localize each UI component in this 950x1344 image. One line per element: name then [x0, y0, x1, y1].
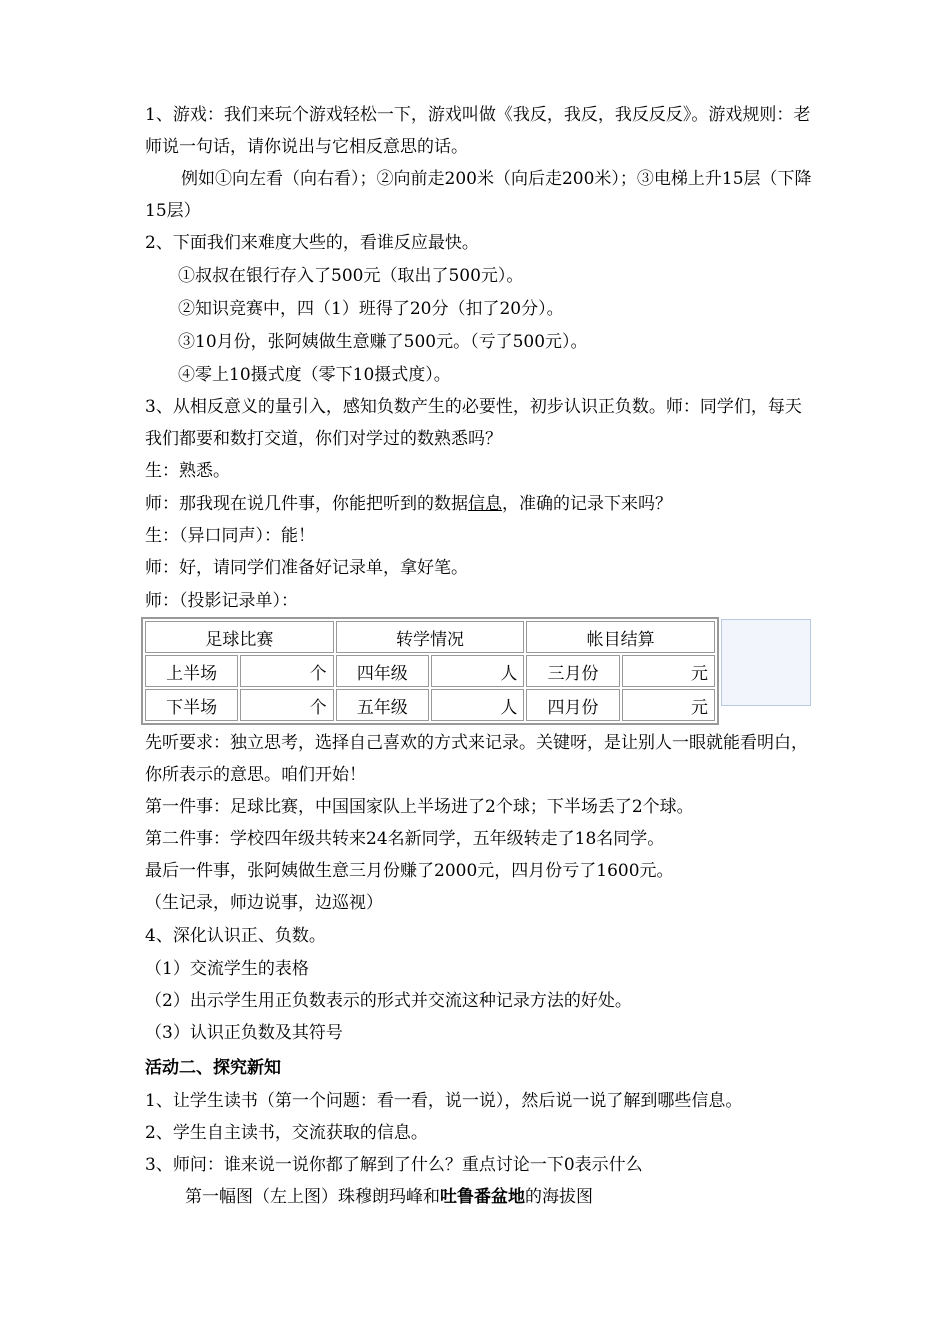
- table-cell: 五年级: [336, 689, 429, 721]
- dialogue-teacher-record: [145, 488, 815, 520]
- table-cell: 四月份: [526, 689, 619, 721]
- paragraph-negative-intro: 3、从相反意义的量引入，感知负数产生的必要性，初步认识正负数。师：同学们，每天我们都要和数打交道，你们对学过的数熟悉吗？: [145, 397, 802, 449]
- table-header-cell: 帐目结算: [526, 621, 715, 653]
- table-cell: 四年级: [336, 655, 429, 687]
- table-row: [145, 689, 715, 721]
- record-table: [141, 617, 719, 725]
- paragraph-deepen: 4、深化认识正、负数。: [145, 926, 326, 946]
- table-row: [145, 655, 715, 687]
- table-header-cell: 足球比赛: [145, 621, 334, 653]
- paragraph-read-book: 1、让学生读书（第一个问题：看一看，说一说），然后说一说了解到哪些信息。: [145, 1091, 743, 1111]
- paragraph-teacher-asks: 3、师问：谁来说一说你都了解到了什么？重点讨论一下0表示什么: [145, 1155, 643, 1175]
- dialogue-teacher-prepare: 师：好，请同学们准备好记录单，拿好笔。: [145, 558, 468, 578]
- list-item-exchange: （1）交流学生的表格: [145, 959, 309, 979]
- paragraph-example: 例如①向左看（向右看）；②向前走200米（向后走200米）；③电梯上升15层（下降15层）: [145, 169, 812, 221]
- figure-text-post: 的海拔图: [525, 1187, 593, 1207]
- paragraph-game-intro: 1、游戏：我们来玩个游戏轻松一下，游戏叫做《我反，我反，我反反反》。游戏规则：老师说一句话，请你说出与它相反意思的话。: [145, 105, 811, 157]
- paragraph-first-event: 第一件事：足球比赛，中国国家队上半场进了2个球；下半场丢了2个球。: [145, 797, 694, 817]
- table-cell: 三月份: [526, 655, 619, 687]
- table-header-row: [145, 621, 715, 653]
- paragraph-first-figure: [185, 1181, 815, 1213]
- dialogue-student-familiar: 生：熟悉。: [145, 461, 230, 481]
- blank-image-box: [721, 619, 811, 706]
- list-item-quiz: ②知识竞赛中，四（1）班得了20分（扣了20分）。: [178, 299, 564, 319]
- paragraph-harder: 2、下面我们来难度大些的，看谁反应最快。: [145, 233, 479, 253]
- table-header-cell: 转学情况: [336, 621, 525, 653]
- paragraph-second-event: 第二件事：学校四年级共转来24名新同学，五年级转走了18名同学。: [145, 829, 665, 849]
- dialogue-student-yes: 生：（异口同声）：能！: [145, 526, 315, 546]
- table-cell-unit: 人: [431, 689, 524, 721]
- paragraph-last-event: 最后一件事，张阿姨做生意三月份赚了2000元，四月份亏了1600元。: [145, 861, 674, 881]
- table-cell-unit: 元: [622, 655, 715, 687]
- dialogue-text-post: ，准确的记录下来吗？: [502, 494, 672, 514]
- paragraph-self-read: 2、学生自主读书，交流获取的信息。: [145, 1123, 428, 1143]
- section-heading: 活动二、探究新知: [145, 1058, 281, 1078]
- list-item-symbols: （3）认识正负数及其符号: [145, 1023, 343, 1043]
- list-item-show: （2）出示学生用正负数表示的形式并交流这种记录方法的好处。: [145, 991, 632, 1011]
- underlined-word: 信息: [468, 494, 502, 514]
- table-cell-unit: 元: [622, 689, 715, 721]
- list-item-temperature: ④零上10摄式度（零下10摄式度）。: [178, 365, 451, 385]
- bold-term: 吐鲁番盆地: [440, 1187, 525, 1207]
- dialogue-text-pre: 师：那我现在说几件事，你能把听到的数据: [145, 494, 468, 514]
- table-cell: 下半场: [145, 689, 238, 721]
- paragraph-requirements: 先听要求：独立思考，选择自己喜欢的方式来记录。关键呀，是让别人一眼就能看明白，你所表示的意思。咱们开始！: [145, 733, 808, 785]
- table-cell-unit: 个: [240, 689, 333, 721]
- figure-text-pre: 第一幅图（左上图）珠穆朗玛峰和: [185, 1187, 440, 1207]
- dialogue-teacher-projection: 师：（投影记录单）：: [145, 591, 298, 611]
- table-cell-unit: 个: [240, 655, 333, 687]
- paragraph-student-record: （生记录，师边说事，边巡视）: [145, 893, 383, 913]
- table-cell-unit: 人: [431, 655, 524, 687]
- list-item-business: ③10月份，张阿姨做生意赚了500元。（亏了500元）。: [178, 332, 588, 352]
- table-cell: 上半场: [145, 655, 238, 687]
- list-item-bank: ①叔叔在银行存入了500元（取出了500元）。: [178, 266, 524, 286]
